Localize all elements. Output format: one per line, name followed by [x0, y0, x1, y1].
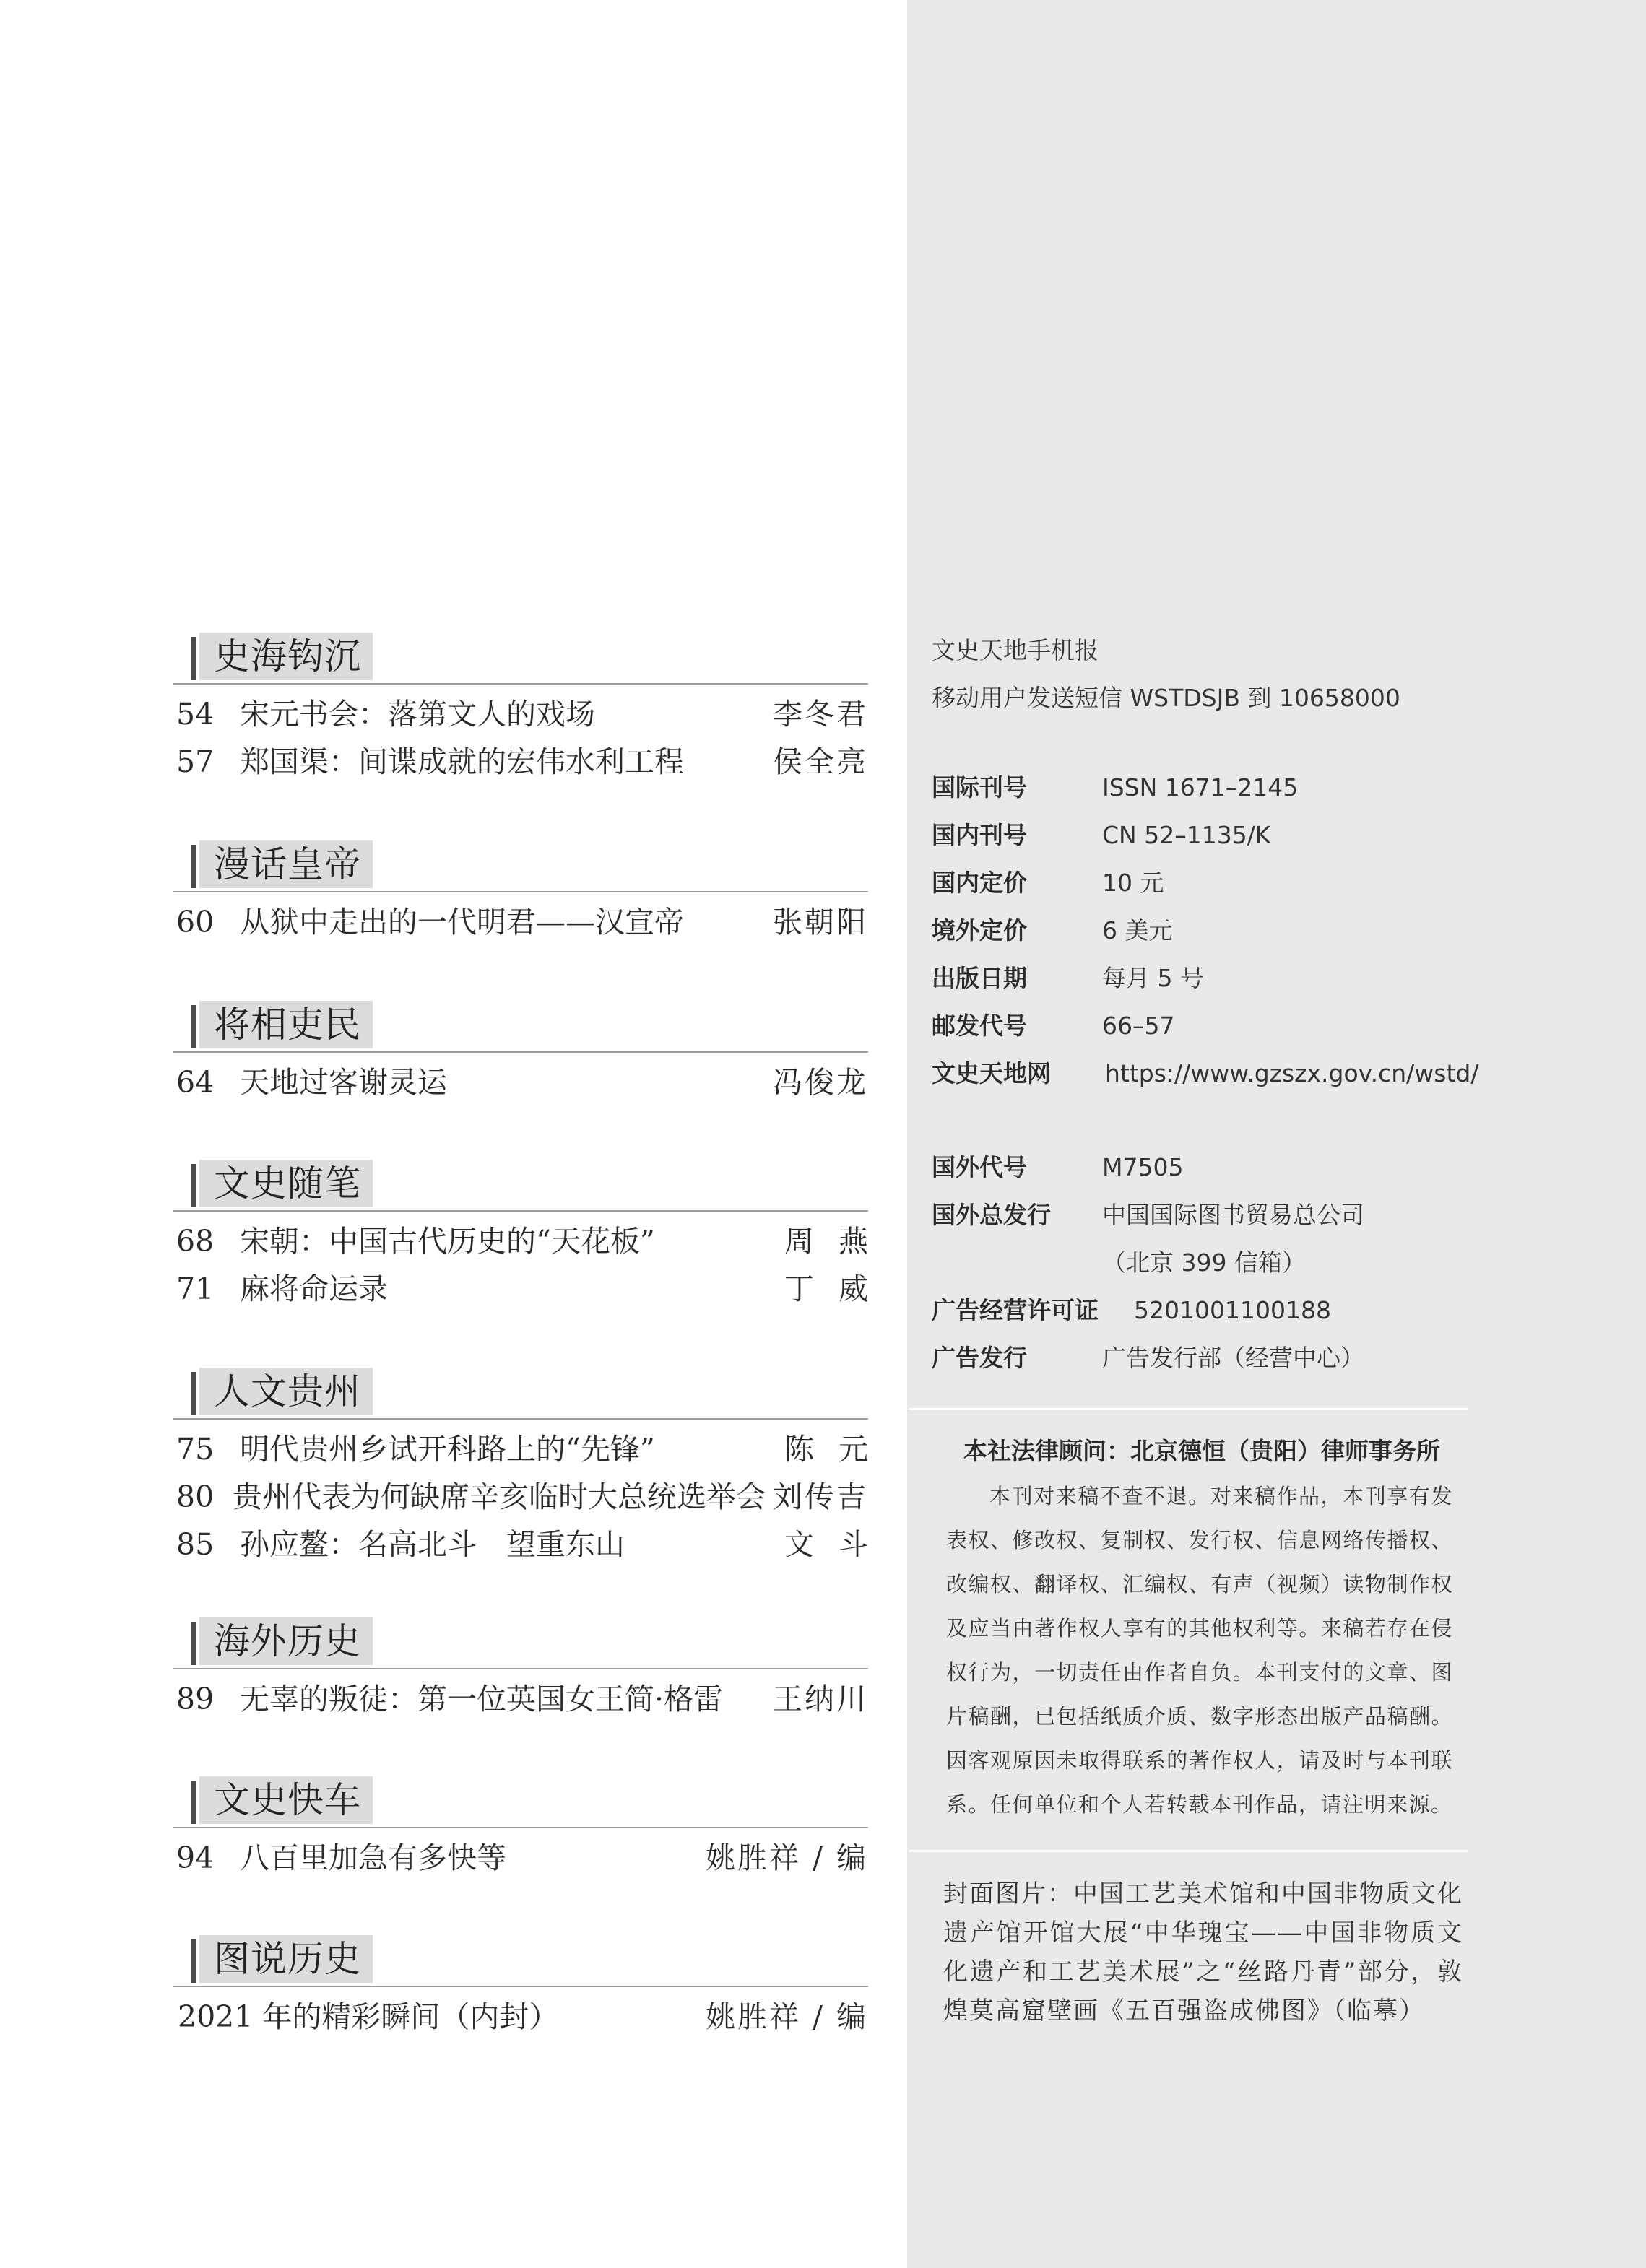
detail-row — [932, 1239, 1509, 1287]
detail-row — [932, 907, 1509, 955]
toc-entry[interactable] — [173, 1265, 893, 1313]
toc-entry[interactable] — [173, 1675, 868, 1723]
article-title: 麻将命运录 — [240, 1272, 388, 1306]
section-header — [173, 838, 868, 892]
toc-section — [173, 630, 868, 801]
article-title: 宋朝：中国古代历史的“天花板” — [240, 1224, 655, 1259]
article-author: 侯全亮 — [773, 744, 868, 779]
article-author: 刘传吉 — [773, 1480, 868, 1514]
section-title: 海外历史 — [199, 1617, 373, 1665]
toc-section — [173, 1773, 868, 1932]
detail-label: 国外代号 — [932, 1153, 1027, 1181]
detail-value: 6 美元 — [1102, 916, 1173, 944]
article-title: 天地过客谢灵运 — [240, 1065, 447, 1100]
page-number: 85 — [176, 1527, 215, 1562]
detail-label: 国内刊号 — [932, 821, 1027, 849]
detail-label: 国际刊号 — [932, 773, 1027, 801]
detail-value: 中国国际图书贸易总公司 — [1102, 1201, 1364, 1229]
detail-row — [932, 955, 1509, 1002]
detail-label: 出版日期 — [932, 964, 1027, 992]
toc-entry[interactable] — [173, 1425, 893, 1473]
page-number: 54 — [176, 697, 215, 731]
detail-label: 国外总发行 — [932, 1201, 1051, 1229]
detail-label: 文史天地网 — [932, 1059, 1051, 1087]
detail-row — [932, 812, 1509, 859]
section-marker — [191, 1939, 196, 1983]
toc-section — [173, 838, 868, 998]
detail-row — [932, 764, 1509, 812]
toc-entry[interactable] — [173, 1993, 868, 2041]
section-marker — [191, 1005, 196, 1048]
section-header — [173, 630, 868, 685]
toc-section — [173, 1615, 868, 1773]
page-number: 64 — [176, 1065, 215, 1100]
detail-value: CN 52–1135/K — [1102, 821, 1271, 849]
article-author: 王纳川 — [773, 1682, 868, 1716]
section-title: 史海钩沉 — [199, 633, 373, 680]
section-marker — [191, 1622, 196, 1665]
article-title: 宋元书会：落第文人的戏场 — [240, 697, 595, 731]
article-author: 张朝阳 — [773, 905, 868, 939]
divider — [909, 1408, 1468, 1410]
divider — [909, 1850, 1468, 1852]
section-marker — [191, 1372, 196, 1415]
page-number: 71 — [176, 1272, 215, 1306]
section-marker — [191, 1781, 196, 1824]
mobile-sms-instruction: 移动用户发送短信 WSTDSJB 到 10658000 — [932, 684, 1400, 712]
page-number: 89 — [176, 1682, 215, 1716]
article-author: 姚胜祥 / 编 — [706, 1999, 868, 2034]
detail-label: 邮发代号 — [932, 1012, 1027, 1040]
page-number: 57 — [176, 744, 215, 779]
section-title: 漫话皇帝 — [199, 840, 373, 888]
detail-row — [932, 1002, 1509, 1050]
page-number: 80 — [176, 1480, 215, 1514]
section-title: 文史随笔 — [199, 1160, 373, 1207]
detail-value: 10 元 — [1102, 869, 1164, 897]
article-title: 八百里加急有多快等 — [240, 1841, 506, 1875]
toc-entry[interactable] — [173, 1834, 868, 1882]
detail-value: ISSN 1671–2145 — [1102, 773, 1299, 801]
page-number: 60 — [176, 905, 215, 939]
article-title: 郑国渠：间谍成就的宏伟水利工程 — [240, 744, 684, 779]
page-number: 68 — [176, 1224, 215, 1259]
page-number: 75 — [176, 1432, 215, 1467]
website-link[interactable]: https://www.gzszx.gov.cn/wstd/ — [1105, 1059, 1479, 1087]
detail-value: M7505 — [1102, 1153, 1184, 1181]
cover-caption: 封面图片：中国工艺美术馆和中国非物质文化遗产馆开馆大展“中华瑰宝——中国非物质文化遗产和工艺美术展”之“丝路丹青”部分，敦煌莫高窟壁画《五百强盗成佛图》（临摹） — [943, 1880, 1463, 2025]
article-author: 周燕 — [784, 1224, 893, 1259]
toc-entry[interactable] — [173, 898, 868, 946]
article-title: 孙应鳌：名高北斗 望重东山 — [240, 1527, 625, 1562]
detail-row — [932, 1334, 1509, 1382]
article-author: 冯俊龙 — [773, 1065, 868, 1100]
detail-row — [932, 1050, 1509, 1098]
mobile-title: 文史天地手机报 — [932, 636, 1099, 664]
section-title: 人文贵州 — [199, 1368, 373, 1415]
article-author: 陈元 — [784, 1432, 893, 1467]
mobile-subscription — [932, 627, 1509, 722]
detail-label: 国内定价 — [932, 869, 1027, 897]
overseas-distribution — [932, 1144, 1509, 1382]
detail-label: 广告发行 — [932, 1344, 1027, 1372]
article-author: 文斗 — [784, 1527, 893, 1562]
article-author: 李冬君 — [773, 697, 868, 731]
article-title: 贵州代表为何缺席辛亥临时大总统选举会 — [233, 1480, 766, 1514]
article-author: 姚胜祥 / 编 — [706, 1841, 868, 1875]
detail-row — [932, 1287, 1509, 1334]
detail-row — [932, 859, 1509, 907]
table-of-contents — [173, 630, 893, 2048]
copyright-notice: 本刊对来稿不查不退。对来稿作品，本刊享有发表权、修改权、复制权、发行权、信息网络传播权、改编权、翻译权、汇编权、有声（视频）读物制作权及应当由著作权人享有的其他权利等。来稿若存在侵权行为，一切责任由作者自负。本刊支付的文章、图片稿酬，已包括纸质介质、数字形态出版产品稿酬。因客观原因未取得联系的著作权人，请及时与本刊联系。任何单位和个人若转载本刊作品，请注明来源。 — [946, 1484, 1453, 1817]
toc-entry[interactable] — [173, 1217, 893, 1265]
section-header — [173, 1365, 868, 1420]
detail-row — [932, 1144, 1509, 1191]
section-header — [173, 1773, 868, 1828]
toc-entry[interactable] — [173, 690, 868, 738]
article-title: 从狱中走出的一代明君——汉宣帝 — [240, 905, 684, 939]
section-title: 图说历史 — [199, 1935, 373, 1983]
detail-value: 广告发行部（经营中心） — [1102, 1344, 1364, 1372]
toc-entry[interactable] — [173, 738, 868, 786]
article-title: 无辜的叛徒：第一位英国女王简·格雷 — [240, 1682, 724, 1716]
article-author: 丁威 — [784, 1272, 893, 1306]
page-number: 94 — [176, 1841, 215, 1875]
toc-section — [173, 1932, 868, 2048]
section-header — [173, 1932, 868, 1987]
article-title: 明代贵州乡试开科路上的“先锋” — [240, 1432, 655, 1467]
toc-section — [173, 1365, 893, 1615]
detail-label: 境外定价 — [932, 916, 1027, 944]
toc-section — [173, 1157, 893, 1365]
detail-value: 5201001100188 — [1134, 1296, 1331, 1324]
section-header — [173, 998, 868, 1053]
section-title: 将相吏民 — [199, 1001, 373, 1048]
section-marker — [191, 845, 196, 888]
section-marker — [191, 1164, 196, 1207]
publication-details — [932, 764, 1509, 1098]
toc-entry[interactable] — [173, 1473, 868, 1521]
detail-value: （北京 399 信箱） — [1102, 1248, 1306, 1277]
detail-value: 66–57 — [1102, 1012, 1175, 1040]
legal-advisor-heading: 本社法律顾问：北京德恒（贵阳）律师事务所 — [963, 1437, 1440, 1465]
section-header — [173, 1615, 868, 1669]
section-title: 文史快车 — [199, 1776, 373, 1824]
toc-section — [173, 998, 868, 1157]
section-marker — [191, 637, 196, 680]
toc-entry[interactable] — [173, 1521, 893, 1568]
detail-row — [932, 1191, 1509, 1239]
toc-entry[interactable] — [173, 1059, 868, 1106]
detail-label: 广告经营许可证 — [932, 1296, 1099, 1324]
detail-value: 每月 5 号 — [1102, 964, 1204, 992]
article-title: 2021 年的精彩瞬间（内封） — [178, 1999, 559, 2034]
section-header — [173, 1157, 868, 1212]
